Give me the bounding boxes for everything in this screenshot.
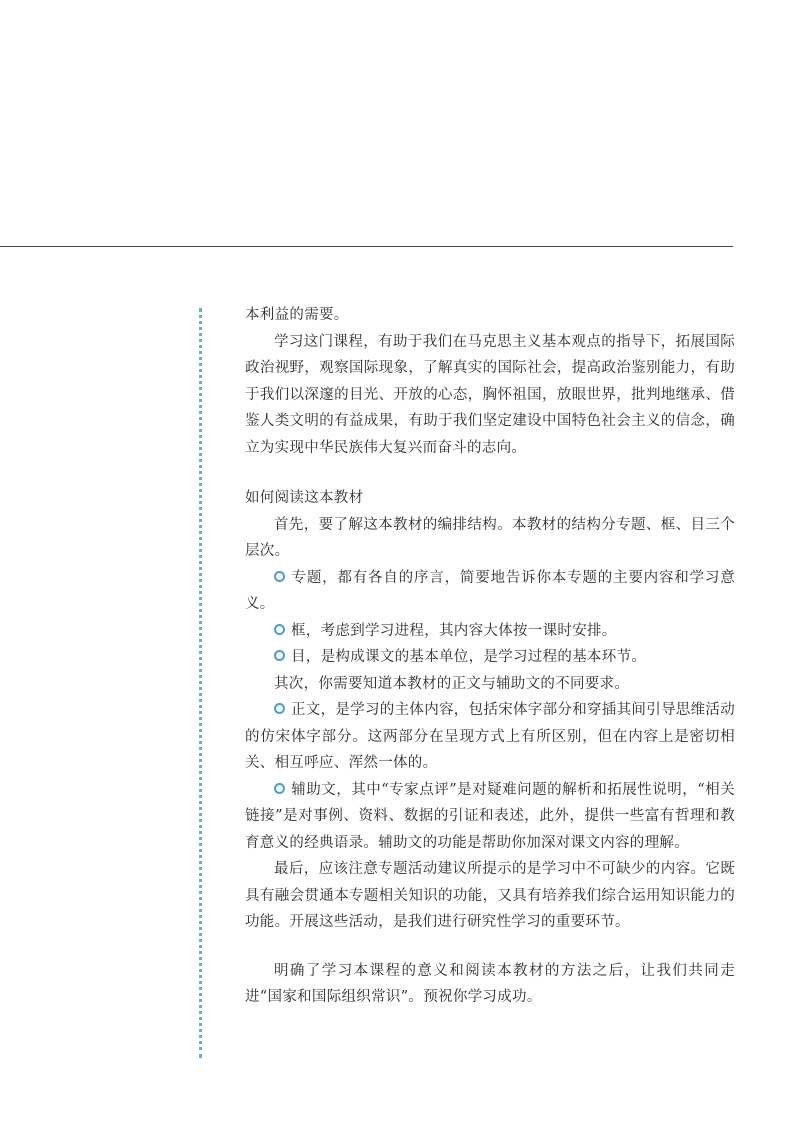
bullet-item-fuzhu — [245, 777, 735, 857]
bullet-text: 目，是构成课文的基本单位，是学习过程的基本环节。 — [291, 649, 647, 665]
page-content — [245, 302, 735, 1011]
bullet-item-zhuanti — [245, 565, 735, 618]
bullet-text: 正文，是学习的主体内容，包括宋体字部分和穿插其间引导思维活动的仿宋体字部分。这两部分在呈现方式上有所区别，但在内容上是密切相关、相互呼应、浑然一体的。 — [245, 702, 735, 771]
ring-bullet-icon — [274, 783, 285, 794]
top-horizontal-rule — [0, 246, 733, 247]
bullet-item-mu — [245, 644, 735, 671]
paragraph-continuation: 本利益的需要。 — [245, 307, 349, 323]
dotted-margin-line — [199, 308, 202, 1058]
paragraph-last: 最后，应该注意专题活动建议所提示的是学习中不可缺少的内容。它既具有融会贯通本专题相关知识的功能，又具有培养我们综合运用知识能力的功能。开展这些活动，是我们进行研究性学习的重要环节。 — [245, 861, 735, 930]
ring-bullet-icon — [274, 624, 285, 635]
bullet-item-zhengwen — [245, 697, 735, 777]
bullet-text: 专题，都有各自的序言，简要地告诉你本专题的主要内容和学习意义。 — [245, 569, 735, 612]
ring-bullet-icon — [274, 703, 285, 714]
paragraph-closing: 明确了学习本课程的意义和阅读本教材的方法之后，让我们共同走进“国家和国际组织常识”。预祝你学习成功。 — [245, 962, 735, 1005]
bullet-text: 框，考虑到学习进程，其内容大体按一课时安排。 — [291, 622, 617, 639]
section-title: 如何阅读这本教材 — [245, 490, 364, 506]
paragraph-second: 其次，你需要知道本教材的正文与辅助文的不同要求。 — [274, 675, 630, 692]
paragraph-course-purpose: 学习这门课程，有助于我们在马克思主义基本观点的指导下，拓展国际政治视野，观察国际现象，了解真实的国际社会，提高政治鉴别能力，有助于我们以深邃的目光、开放的心态，胸怀祖国，放眼世界，批判地继承、借鉴人类文明的有益成果，有助于我们坚定建设中国特色社会主义的信念，确立为实现中华民族伟大复兴而奋斗的志向。 — [245, 333, 735, 456]
bullet-text: 辅助文，其中“专家点评”是对疑难问题的解析和拓展性说明，“相关链接”是对事例、资料、数据的引证和表述，此外，提供一些富有哲理和教育意义的经典语录。辅助文的功能是帮助你加深对课文内容的理解。 — [245, 781, 735, 851]
bullet-item-kuang — [245, 618, 735, 645]
ring-bullet-icon — [274, 650, 285, 661]
ring-bullet-icon — [274, 571, 285, 582]
paragraph-first: 首先，要了解这本教材的编排结构。本教材的结构分专题、框、目三个层次。 — [245, 516, 735, 559]
